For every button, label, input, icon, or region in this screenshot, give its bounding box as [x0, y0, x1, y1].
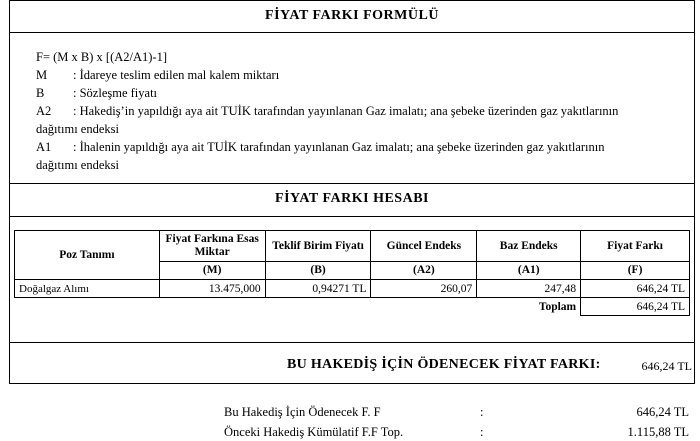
cell-fark: 646,24 TL	[581, 280, 690, 298]
symbol-m: (M)	[159, 262, 265, 280]
definition-a2: A2 : Hakedişʼin yapıldığı aya ait TUİK tarafından yayınlanan Gaz imalatı; ana şebeke üzerinden gaz yakıtlarının	[36, 104, 619, 118]
cell-poz: Doğalgaz Alımı	[15, 280, 160, 298]
total-label: Toplam	[538, 300, 577, 313]
price-difference-frame	[9, 0, 695, 384]
definition-m: M : İdareye teslim edilen mal kalem miktarı	[36, 68, 280, 82]
definition-a1-continuation: dağıtımı endeksi	[36, 158, 119, 172]
symbol-a1: (A1)	[477, 262, 581, 280]
formula-block	[36, 48, 688, 174]
definition-a1: A1 : İhalenin yapıldığı aya ait TUİK tarafından yayınlanan Gaz imalatı; ana şebeke üzerinden gaz yakıtlarının	[36, 140, 605, 154]
column-header-poz: Poz Tanımı	[15, 231, 160, 280]
payment-value: 646,24 TL	[641, 359, 692, 373]
table-header-row	[15, 231, 690, 262]
divider	[10, 183, 694, 184]
column-header-miktar: Fiyat Farkına Esas Miktar	[159, 231, 265, 262]
divider	[10, 32, 694, 33]
column-header-fiyat-farki: Fiyat Farkı	[581, 231, 690, 262]
price-difference-table	[14, 230, 690, 316]
payment-label: BU HAKEDİŞ İÇİN ÖDENECEK FİYAT FARKI:	[287, 357, 601, 372]
table-row	[15, 280, 690, 298]
symbol-f: (F)	[581, 262, 690, 280]
cell-miktar: 13.475,000	[159, 280, 265, 298]
summary-label: Bu Hakediş İçin Ödenecek F. F	[224, 405, 381, 419]
calc-section-title: FİYAT FARKI HESABI	[275, 191, 429, 206]
summary-label: Önceki Hakediş Kümülatif F.F Top.	[224, 425, 404, 439]
formula-section-title: FİYAT FARKI FORMÜLÜ	[265, 8, 439, 23]
column-header-birim-fiyat: Teklif Birim Fiyatı	[265, 231, 371, 262]
summary-value: 646,24 TL	[636, 405, 689, 419]
definition-a2-continuation: dağıtımı endeksi	[36, 122, 119, 136]
symbol-a2: (A2)	[371, 262, 477, 280]
column-header-guncel-endeks: Güncel Endeks	[371, 231, 477, 262]
divider	[10, 342, 694, 343]
definition-b: B : Sözleşme fiyatı	[36, 86, 158, 100]
total-row	[15, 298, 690, 316]
column-header-baz-endeks: Baz Endeks	[477, 231, 581, 262]
total-value: 646,24 TL	[581, 298, 690, 316]
cell-guncel: 260,07	[371, 280, 477, 298]
formula-expression: F= (M x B) x [(A2/A1)-1]	[36, 50, 167, 64]
cell-baz: 247,48	[477, 280, 581, 298]
symbol-b: (B)	[265, 262, 371, 280]
cell-birim-fiyat: 0,94271 TL	[265, 280, 371, 298]
summary-value: 1.115,88 TL	[627, 425, 689, 439]
divider	[10, 216, 694, 217]
